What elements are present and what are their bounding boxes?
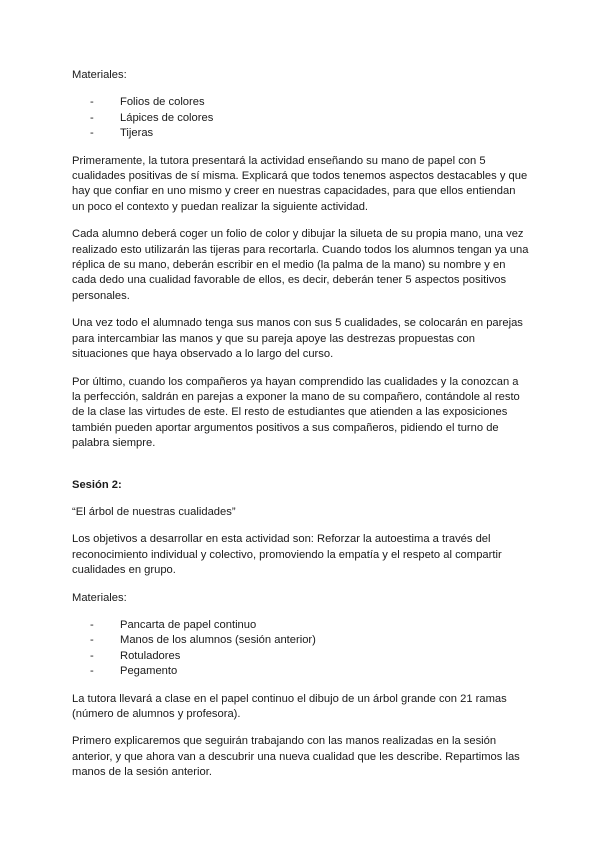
materials-label: Materiales:: [72, 591, 127, 604]
list-item: - Manos de los alumnos (sesión anterior): [72, 633, 530, 648]
materials-list: [72, 618, 530, 680]
paragraph: Cada alumno deberá coger un folio de color y dibujar la silueta de su propia mano, una vez realizado esto utilizarán las tijeras para recortarla. Cuando todos los alumnos tengan ya una réplica de su mano, deberán escribir en el medio (la palma de la mano) su nombre y en cada dedo una cualidad favorable de ellos, es decir, deberán tener 5 aspectos positivos personales.: [72, 228, 529, 302]
list-item: - Tijeras: [72, 126, 530, 141]
paragraph: Primero explicaremos que seguirán trabajando con las manos realizadas en la sesión anterior, y que ahora van a descubrir una nueva cualidad que les describe. Repartimos las manos de la sesión anterior.: [72, 735, 520, 779]
session-heading: Sesión 2:: [72, 478, 122, 491]
list-item: - Rotuladores: [72, 649, 530, 664]
paragraph: La tutora llevará a clase en el papel continuo el dibujo de un árbol grande con 21 ramas (número de alumnos y profesora).: [72, 692, 507, 720]
paragraph: Primeramente, la tutora presentará la actividad enseñando su mano de papel con 5 cualidades positivas de sí misma. Explicará que todos tenemos aspectos destacables y que hay que confiar en uno mismo y creer en nuestras capacidades, para que ellos entiendan un poco el contexto y puedan realizar la siguiente actividad.: [72, 154, 528, 213]
paragraph: Por último, cuando los compañeros ya hayan comprendido las cualidades y la conozcan a la perfección, saldrán en parejas a exponer la mano de su compañero, contándole al resto de la clase las virtudes de este. El resto de estudiantes que atienden a las exposiciones también pueden aportar argumentos positivos a sus compañeros, pidiendo el turno de palabra siempre.: [72, 375, 520, 450]
objectives-paragraph: Los objetivos a desarrollar en esta actividad son: Reforzar la autoestima a través del reconocimiento individual y colectivo, promoviendo la empatía y el respeto al compartir cualidades en grupo.: [72, 533, 502, 577]
document-page: [72, 68, 530, 793]
list-item: - Pegamento: [72, 664, 530, 679]
materials-list: [72, 95, 530, 141]
list-item: - Lápices de colores: [72, 111, 530, 126]
list-item: - Folios de colores: [72, 95, 530, 110]
activity-title: “El árbol de nuestras cualidades”: [72, 505, 236, 518]
paragraph: Una vez todo el alumnado tenga sus manos con sus 5 cualidades, se colocarán en parejas para intercambiar las manos y que su pareja apoye las destrezas propuestas con situaciones que haya observado a lo largo del curso.: [72, 317, 523, 361]
list-item: - Pancarta de papel continuo: [72, 618, 530, 633]
materials-label: Materiales:: [72, 69, 127, 81]
